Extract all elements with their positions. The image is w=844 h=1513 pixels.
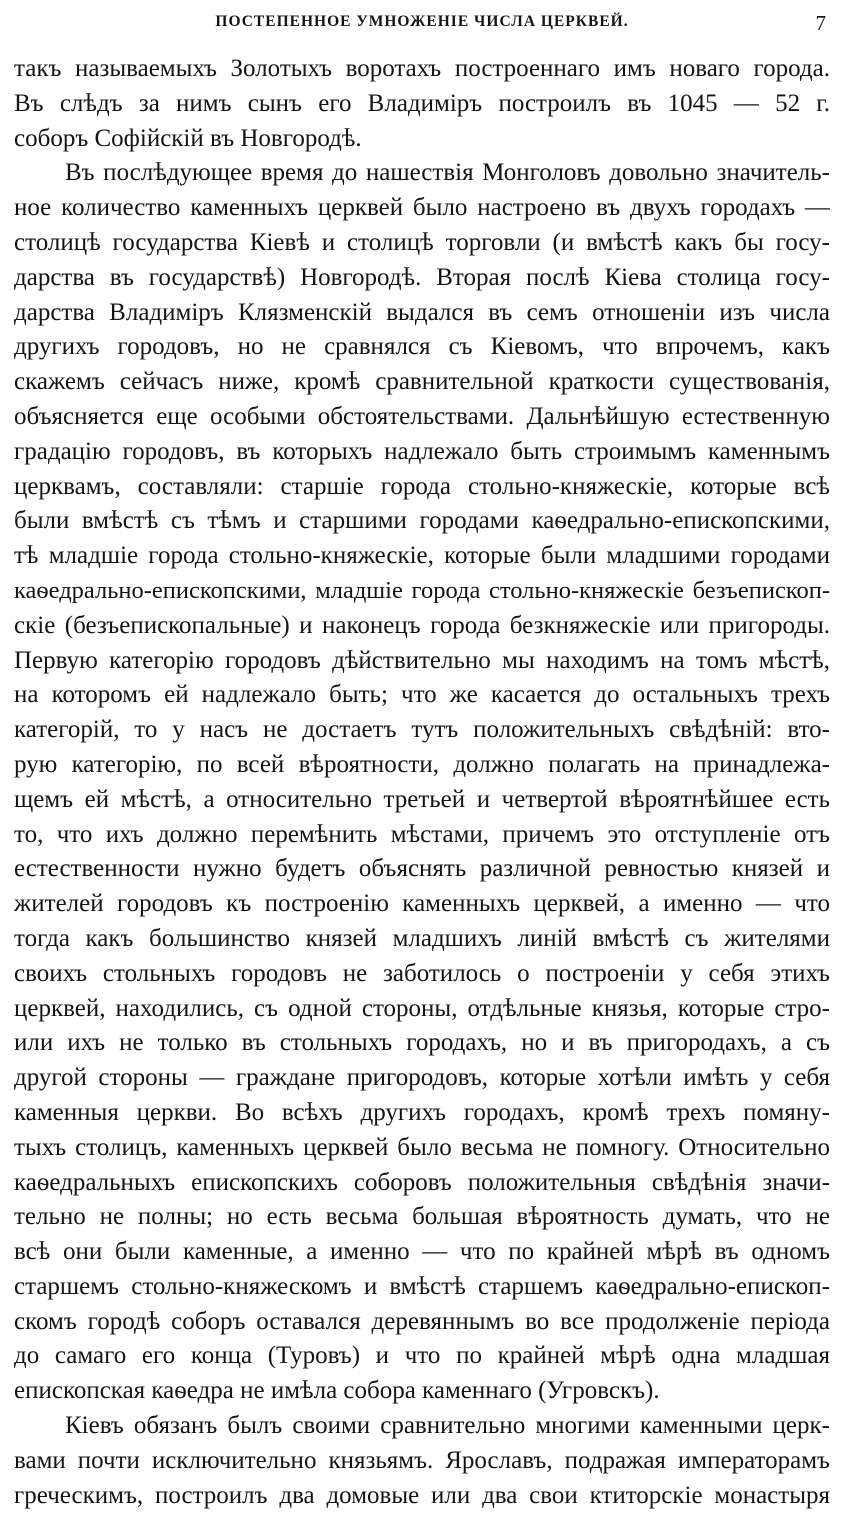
running-head bbox=[14, 13, 830, 39]
text-line: ное количество каменныхъ церквей было настроено въ двухъ городахъ — bbox=[14, 194, 830, 222]
text-line: церквамъ, составляли: старшіе города стольно-княжескіе, которые всѣ bbox=[14, 472, 830, 500]
text-line: соборъ Софійскій въ Новгородѣ. bbox=[14, 124, 362, 152]
text-line: категорій, то у насъ не достаетъ тутъ положительныхъ свѣдѣній: вто- bbox=[14, 716, 830, 744]
running-title: ПОСТЕПЕННОЕ УМНОЖЕНІЕ ЧИСЛА ЦЕРКВЕЙ. bbox=[215, 13, 629, 30]
text-line: были вмѣстѣ съ тѣмъ и старшими городами каѳедрально-епископскими, bbox=[14, 507, 830, 535]
text-line: на которомъ ей надлежало быть; что же касается до остальныхъ трехъ bbox=[14, 681, 830, 709]
text-line: такъ называемыхъ Золотыхъ воротахъ построеннаго имъ новаго города. bbox=[14, 55, 830, 82]
text-line: каѳедрально-епископскими, младшіе города стольно-княжескіе безъепископ- bbox=[14, 576, 830, 604]
text-line: другой стороны — граждане пригородовъ, которые хотѣли имѣть у себя bbox=[14, 1064, 830, 1092]
text-line: церквей, находились, съ одной стороны, отдѣльные князья, которые стро- bbox=[14, 994, 830, 1022]
text-line: каѳедральныхъ епископскихъ соборовъ положительныя свѣдѣнія значи- bbox=[14, 1168, 830, 1196]
text-line: то, что ихъ должно перемѣнить мѣстами, причемъ это отступленіе отъ bbox=[14, 820, 830, 848]
text-line: Въ слѣдъ за нимъ сынъ его Владиміръ построилъ въ 1045 — 52 г. bbox=[14, 89, 830, 117]
text-line: градацію городовъ, въ которыхъ надлежало быть строимымъ каменнымъ bbox=[14, 437, 830, 465]
text-line: щемъ ей мѣстѣ, а относительно третьей и четвертой вѣроятнѣйшее есть bbox=[14, 785, 830, 813]
text-line: всѣ они были каменные, а именно — что по крайней мѣрѣ въ одномъ bbox=[14, 1238, 830, 1266]
text-line: столицѣ государства Кіевѣ и столицѣ торговли (и вмѣстѣ какъ бы госу- bbox=[14, 228, 830, 256]
text-line: своихъ стольныхъ городовъ не заботилось о построеніи у себя этихъ bbox=[14, 959, 830, 987]
text-line: скомъ городѣ соборъ оставался деревяннымъ во все продолженіе періода bbox=[14, 1307, 830, 1335]
text-line: скіе (безъепископальные) и наконецъ города безкняжескіе или пригороды. bbox=[14, 611, 830, 639]
text-line: объясняется еще особыми обстоятельствами. Дальнѣйшую естественную bbox=[14, 402, 830, 430]
text-line: тельно не полны; но есть весьма большая вѣроятность думать, что не bbox=[14, 1203, 830, 1231]
text-line: другихъ городовъ, но не сравнялся съ Кіевомъ, что впрочемъ, какъ bbox=[14, 333, 830, 361]
text-line: рую категорію, по всей вѣроятности, должно полагать на принадлежа- bbox=[14, 750, 830, 778]
text-line: Первую категорію городовъ дѣйствительно мы находимъ на томъ мѣстѣ, bbox=[14, 646, 830, 674]
text-line: жителей городовъ къ построенію каменныхъ церквей, а именно — что bbox=[14, 890, 830, 918]
text-line: скажемъ сейчасъ ниже, кромѣ сравнительной краткости существованія, bbox=[14, 368, 830, 396]
text-line: тыхъ столицъ, каменныхъ церквей было весьма не помногу. Относительно bbox=[14, 1133, 830, 1161]
text-line: греческимъ, построилъ два домовые или два свои ктиторскіе монастыря bbox=[14, 1481, 830, 1509]
text-line: тѣ младшіе города стольно-княжескіе, которые были младшими городами bbox=[14, 542, 830, 570]
text-line: тогда какъ большинство князей младшихъ линій вмѣстѣ съ жителями bbox=[14, 924, 830, 952]
text-line: епископская каѳедра не имѣла собора каменнаго (Угровскъ). bbox=[14, 1377, 660, 1405]
text-line: или ихъ не только въ стольныхъ городахъ, но и въ пригородахъ, а съ bbox=[14, 1029, 830, 1057]
text-line: вами почти исключительно князьямъ. Ярославъ, подражая императорамъ bbox=[14, 1446, 830, 1474]
text-line: естественности нужно будетъ объяснять различной ревностью князей и bbox=[14, 855, 830, 883]
text-line: дарства въ государствѣ) Новгородѣ. Вторая послѣ Кіева столица госу- bbox=[14, 263, 830, 291]
page-number: 7 bbox=[815, 11, 826, 35]
text-line: старшемъ стольно-княжескомъ и вмѣстѣ старшемъ каѳедрально-епископ- bbox=[14, 1272, 830, 1300]
text-line: Въ послѣдующее время до нашествія Монголовъ довольно значитель- bbox=[65, 159, 830, 187]
text-line: до самаго его конца (Туровъ) и что по крайней мѣрѣ одна младшая bbox=[14, 1342, 830, 1370]
body-text bbox=[14, 52, 830, 1513]
text-line: дарства Владиміръ Клязменскій выдался въ семъ отношеніи изъ числа bbox=[14, 298, 830, 326]
text-line: каменныя церкви. Во всѣхъ другихъ городахъ, кромѣ трехъ помяну- bbox=[14, 1098, 830, 1126]
text-line: Кіевъ обязанъ былъ своими сравнительно многими каменными церк- bbox=[65, 1412, 830, 1440]
